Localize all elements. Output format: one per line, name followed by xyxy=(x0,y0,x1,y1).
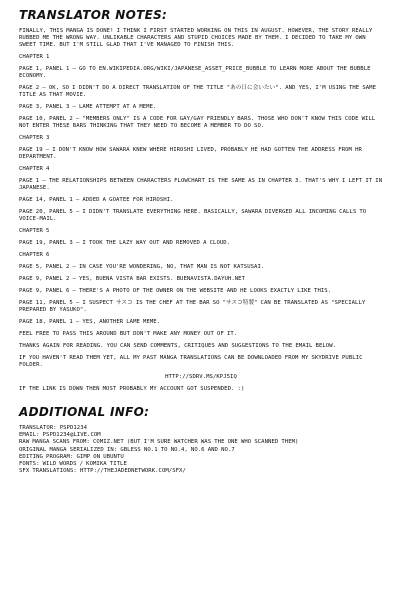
distribution-note: FEEL FREE TO PASS THIS AROUND BUT DON'T MAKE ANY MONEY OUT OF IT. xyxy=(19,331,238,337)
intro-paragraph: FINALLY, THIS MANGA IS DONE! I THINK I FIRST STARTED WORKING ON THIS IN AUGUST. HOWEVER, THE STORY REALLY RUBBED ME THE WRONG WAY. UNLIKABLE CHARACTERS AND STUPID CHOICES MADE BY THEM. I DECIDED TO TAKE MY OWN SWEET TIME. BUT I'M STILL GLAD THAT I'VE MANAGED TO FINISH THIS. xyxy=(19,28,373,48)
note-ch6-page9-panel6: PAGE 9, PANEL 6 – THERE'S A PHOTO OF THE OWNER ON THE WEBSITE AND HE LOOKS EXACTLY LIKE THIS. xyxy=(19,288,332,294)
note-ch6-page18: PAGE 18, PANEL 1 – YES, ANOTHER LAME MEME. xyxy=(19,319,161,325)
additional-info-list xyxy=(19,425,383,475)
translator-line: TRANSLATOR: PSPD1234 xyxy=(19,425,88,431)
note-ch3-page19: PAGE 19 – I DON'T KNOW HOW SAWARA KNEW WHERE HIROSHI LIVED, PROBABLY HE HAD GOTTEN THE ADDRESS FROM HR DEPARTMENT. xyxy=(19,147,362,160)
email-line[interactable]: EMAIL: PSPD1234@LIVE.COM xyxy=(19,432,101,439)
note-ch1-page1: PAGE 1, PANEL 1 – GO TO EN.WIKIPEDIA.ORG/WIKI/JAPANESE_ASSET_PRICE_BUBBLE TO LEARN MORE ABOUT THE BUBBLE ECONOMY. xyxy=(19,66,371,79)
note-ch4-page20: PAGE 20, PANEL 5 – I DIDN'T TRANSLATE EVERYTHING HERE. BASICALLY, SAWARA DIVERGED ALL INCOMING CALLS TO VOICE-MAIL. xyxy=(19,209,367,222)
note-ch6-page9-panel2: PAGE 9, PANEL 2 – YES, BUENA VISTA BAR EXISTS. BUENAVISTA.DAYUH.NET xyxy=(19,276,245,282)
past-translations-paragraph: IF YOU HAVEN'T READ THEM YET, ALL MY PAST MANGA TRANSLATIONS CAN BE DOWNLOADED FROM MY SKYDRIVE PUBLIC FOLDER. xyxy=(19,355,363,368)
note-ch6-page5: PAGE 5, PANEL 2 – IN CASE YOU'RE WONDERING, NO, THAT MAN IS NOT KATSUSAI. xyxy=(19,264,265,270)
note-ch4-page1: PAGE 1 – THE RELATIONSHIPS BETWEEN CHARACTERS FLOWCHART IS THE SAME AS IN CHAPTER 3. THAT'S WHY I LEFT IT IN JAPANESE. xyxy=(19,178,383,191)
note-ch4-page14: PAGE 14, PANEL 1 – ADDED A GOATEE FOR HIROSHI. xyxy=(19,197,174,203)
translator-notes-heading: TRANSLATOR NOTES: xyxy=(19,8,168,22)
serialization-line: ORIGINAL MANGA SERIALIZED IN: GBLESS NO.1 TO NO.4, NO.6 AND NO.7 xyxy=(19,446,235,453)
chapter-3-label: CHAPTER 3 xyxy=(19,135,50,141)
chapter-1-label: CHAPTER 1 xyxy=(19,54,50,60)
skydrive-link[interactable]: HTTP://SDRV.MS/KPJ5IQ xyxy=(165,374,237,380)
sfx-translations-line[interactable]: SFX TRANSLATIONS: HTTP://THEJADEDNETWORK.COM/SFX/ xyxy=(19,468,186,475)
chapter-5-label: CHAPTER 5 xyxy=(19,228,50,234)
chapter-6-label: CHAPTER 6 xyxy=(19,252,50,258)
editing-program-line: EDITING PROGRAM: GIMP ON UBUNTU xyxy=(19,453,124,460)
thanks-paragraph: THANKS AGAIN FOR READING. YOU CAN SEND COMMENTS, CRITIQUES AND SUGGESTIONS TO THE EMAIL BELOW. xyxy=(19,343,337,349)
chapter-4-label: CHAPTER 4 xyxy=(19,166,50,172)
note-ch1-page10: PAGE 10, PANEL 2 – "MEMBERS ONLY" IS A CODE FOR GAY/GAY FRIENDLY BARS. THOSE WHO DON'T KNOW THIS CODE WILL NOT ENTER THESE BARS THINKING THAT THEY NEED TO BECOME A MEMBER TO DO SO. xyxy=(19,116,376,129)
note-ch6-page11: PAGE 11, PANEL 5 – I SUSPECT サスコ IS THE CHEF AT THE BAR SO "サスコ特製" CAN BE TRANSLATED AS "SPECIALLY PREPARED BY YASUKO". xyxy=(19,300,366,313)
note-ch5-page19: PAGE 19, PANEL 3 – I TOOK THE LAZY WAY OUT AND REMOVED A CLOUD. xyxy=(19,240,231,246)
additional-info-heading: ADDITIONAL INFO: xyxy=(19,405,150,419)
note-ch1-page3: PAGE 3, PANEL 3 – LAME ATTEMPT AT A MEME. xyxy=(19,104,157,110)
document-page xyxy=(19,8,383,475)
raw-scans-line: RAW MANGA SCANS FROM: COMIZ.NET (BUT I'M SURE WATCHER WAS THE ONE WHO SCANNED THEM) xyxy=(19,439,299,446)
note-ch1-page2: PAGE 2 – OK, SO I DIDN'T DO A DIRECT TRANSLATION OF THE TITLE "あの日に会いたい". AND YES, I'M USING THE SAME TITLE AS THAT MOVIE. xyxy=(19,85,376,98)
link-down-note: IF THE LINK IS DOWN THEN MOST PROBABLY MY ACCOUNT GOT SUSPENDED. :) xyxy=(19,386,245,392)
fonts-line: FONTS: WILD WORDS / KOMIKA TITLE xyxy=(19,461,127,468)
